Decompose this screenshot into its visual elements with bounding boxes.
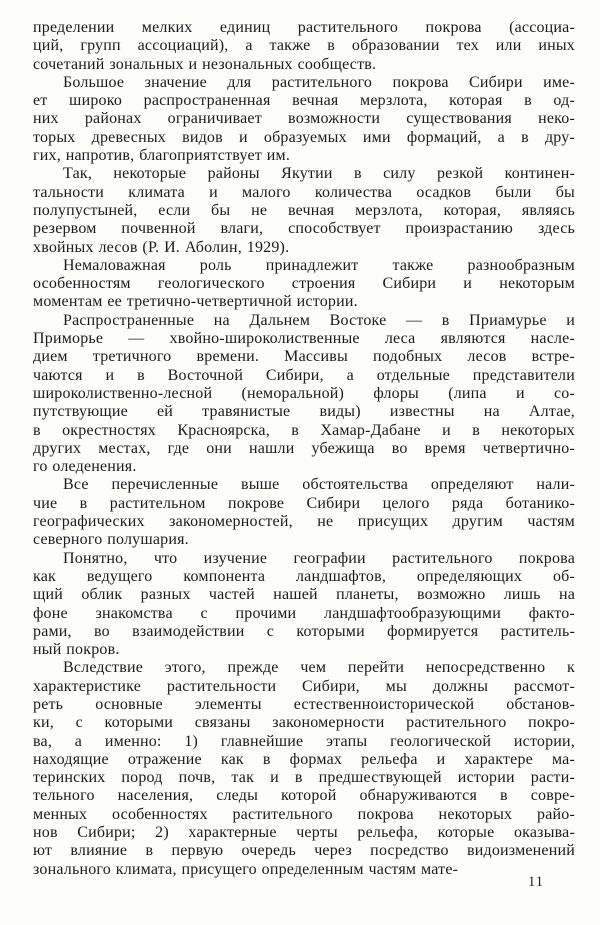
text-line: как ведущего компонента ландшафтов, определяющих об- [33,567,575,585]
text-line: Немаловажная роль принадлежит также разнообразным [63,256,575,274]
text-line: находящие отражение как в формах рельефа и характере ма- [33,750,575,768]
text-line: ки, с которыми связаны закономерности растительного покро- [33,714,575,732]
text-line: Распространенные на Дальнем Востоке — в Приамурье и [63,311,575,329]
page-number: 11 [528,874,544,890]
text-line: Приморье — хвойно-широколиственные леса являются насле- [33,330,575,348]
text-line: хвойных лесов (Р. И. Аболин, 1929). [33,238,290,256]
text-line: рами, во взаимодействии с которыми формируется раститель- [33,622,575,640]
text-line: чие в растительном покрове Сибири целого ряда ботанико- [33,494,575,512]
text-line: тельного населения, следы которой обнаруживаются в совре- [33,787,575,805]
text-line: северного полушария. [33,531,189,549]
text-line: го оледенения. [33,458,137,476]
text-line: ций, групп ассоциаций), а также в образовании тех или иных [33,37,575,55]
text-line: особенностям геологического строения Сибири и некоторым [33,275,575,293]
text-line: дием третичного времени. Массивы подобных лесов встре- [33,348,575,366]
text-line: менных особенностях растительного покрова некоторых райо- [33,805,575,823]
text-line: них районах ограничивает возможности существования неко- [33,110,575,128]
text-line: щий облик разных частей нашей планеты, возможно лишь на [33,586,575,604]
text-line: Вследствие этого, прежде чем перейти непосредственно к [63,659,575,677]
text-line: географических закономерностей, не присущих другим частям [33,513,575,531]
text-line: ва, а именно: 1) главнейшие этапы геологической истории, [33,732,575,750]
text-line: других местах, где они нашли убежища во время четвертично- [33,439,575,457]
text-line: путствующие ей травянистые виды) известны на Алтае, [33,403,575,421]
text-line: пределении мелких единиц растительного покрова (ассоциа- [33,19,575,36]
text-line: Большое значение для растительного покрова Сибири име- [63,73,575,91]
text-line: в окрестностях Красноярска, в Хамар-Дабане и в некоторых [33,421,575,439]
text-line: ет широко распространенная вечная мерзлота, которая в од- [33,92,575,110]
text-line: реть основные элементы естественноисторической обстанов- [33,695,575,713]
text-line: торых древесных видов и образуемых ими формаций, а в дру- [33,128,575,146]
text-line: чаются и в Восточной Сибири, а отдельные представители [33,366,575,384]
text-line: моментам ее третично-четвертичной истории. [33,293,358,311]
text-line: ют влияние в первую очередь через посредство видоизменений [33,842,575,860]
text-line: характеристике растительности Сибири, мы должны рассмот- [33,677,575,695]
text-line: гих, напротив, благоприятствует им. [33,147,291,165]
text-line: теринских пород почв, так и в предшествующей истории расти- [33,769,575,787]
text-line: зонального климата, присущего определенным частям мате- [33,860,459,878]
text-line: Понятно, что изучение географии растительного покрова [63,549,575,567]
text-line: полупустыней, если бы не вечная мерзлота, которая, являясь [33,201,575,219]
text-line: фоне знакомства с прочими ландшафтообразующими факто- [33,604,575,622]
text-line: тальности климата и малого количества осадков были бы [33,183,575,201]
text-line: Так, некоторые районы Якутии в силу резкой континен- [63,165,575,183]
text-line: ный покров. [33,641,120,659]
body-text-column [33,19,575,879]
text-line: нов Сибири; 2) характерные черты рельефа, которые оказыва- [33,824,575,842]
text-line: Все перечисленные выше обстоятельства определяют нали- [63,476,575,494]
text-line: сочетаний зональных и незональных сообществ. [33,55,377,73]
text-line: резервом почвенной влаги, способствует произрастанию здесь [33,220,575,238]
text-line: широколиственно-лесной (неморальной) флоры (липа и со- [33,384,575,402]
